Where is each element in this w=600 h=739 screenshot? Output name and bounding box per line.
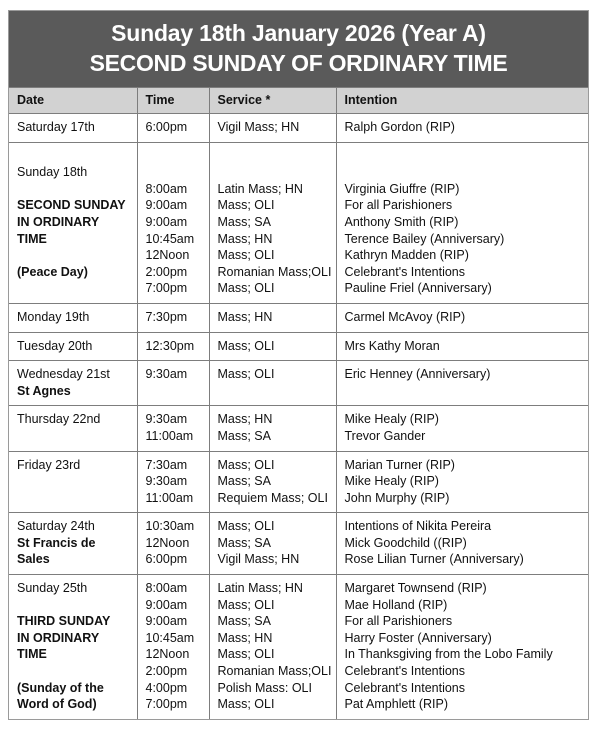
- cell-service-line: Mass; SA: [217, 474, 271, 489]
- cell-date-line: THIRD SUNDAY: [17, 614, 111, 629]
- cell-date-line: [17, 597, 129, 614]
- cell-time: [137, 142, 209, 303]
- cell-date-line: Sunday 25th: [17, 581, 88, 596]
- cell-service-line: Latin Mass; HN: [217, 181, 303, 196]
- cell-time-line: 7:30am: [145, 457, 188, 472]
- cell-date-line: Wednesday 21st: [17, 367, 110, 382]
- cell-service-line: Mass; OLI: [217, 647, 275, 662]
- cell-intention: [336, 361, 588, 406]
- cell-service-line: Vigil Mass; HN: [217, 552, 300, 567]
- cell-time-line: 9:00am: [145, 214, 188, 229]
- cell-service-line: Mass; OLI: [217, 367, 275, 382]
- title-line-primary: Sunday 18th January 2026 (Year A): [111, 20, 486, 46]
- cell-intention: [336, 142, 588, 303]
- cell-time-line: 2:00pm: [145, 264, 188, 279]
- cell-service-line: Mass; OLI: [217, 248, 275, 263]
- cell-date-line: Friday 23rd: [17, 457, 81, 472]
- cell-time: [137, 513, 209, 575]
- column-header-time: Time: [137, 88, 209, 114]
- cell-date-line: [17, 663, 129, 680]
- cell-time-line: 12Noon: [145, 248, 190, 263]
- schedule-table: [9, 87, 588, 719]
- cell-intention-line: Mick Goodchild ((RIP): [344, 535, 467, 550]
- cell-time-line: 12Noon: [145, 535, 190, 550]
- cell-date-line: [17, 148, 129, 165]
- cell-intention-line: Mrs Kathy Moran: [344, 338, 440, 353]
- cell-time-line: 6:00pm: [145, 552, 188, 567]
- cell-time-line: 9:00am: [145, 198, 188, 213]
- cell-date-line: St Agnes: [17, 383, 71, 398]
- cell-service-line: Mass; HN: [217, 309, 273, 324]
- cell-time-line: 11:00am: [145, 490, 194, 505]
- cell-time-line: 9:00am: [145, 597, 188, 612]
- cell-intention: [336, 406, 588, 451]
- title-banner: [9, 11, 588, 87]
- cell-service-line: Mass; OLI: [217, 697, 275, 712]
- cell-intention-line: Trevor Gander: [344, 428, 426, 443]
- cell-intention-line: Mike Healy (RIP): [344, 412, 439, 427]
- cell-intention: [336, 332, 588, 361]
- cell-intention-line: Rose Lilian Turner (Anniversary): [344, 552, 524, 567]
- cell-service: [209, 142, 336, 303]
- cell-service-line: Mass; HN: [217, 412, 273, 427]
- cell-time-line: 8:00am: [145, 181, 188, 196]
- cell-intention-line: Terence Bailey (Anniversary): [344, 231, 505, 246]
- cell-intention-line: Ralph Gordon (RIP): [344, 120, 455, 134]
- cell-intention: [336, 451, 588, 513]
- cell-intention-line: Carmel McAvoy (RIP): [344, 309, 466, 324]
- cell-service-line: [218, 148, 328, 165]
- cell-date-line: Saturday 24th: [17, 519, 95, 534]
- cell-intention-line: John Murphy (RIP): [344, 490, 450, 505]
- cell-intention-line: Anthony Smith (RIP): [344, 214, 459, 229]
- cell-intention-line: Intentions of Nikita Pereira: [344, 519, 492, 534]
- cell-intention-line: For all Parishioners: [344, 198, 453, 213]
- cell-time: [137, 575, 209, 719]
- cell-intention-line: [345, 148, 581, 165]
- cell-intention-line: Celebrant's Intentions: [344, 264, 466, 279]
- cell-intention-line: Mae Holland (RIP): [344, 597, 448, 612]
- cell-intention-line: Mike Healy (RIP): [344, 474, 439, 489]
- cell-date-line: Monday 19th: [17, 309, 90, 324]
- cell-service-line: Polish Mass: OLI: [217, 680, 312, 695]
- cell-service: [209, 361, 336, 406]
- cell-intention-line: Marian Turner (RIP): [344, 457, 455, 472]
- cell-date-line: St Francis de: [17, 535, 96, 550]
- column-header-date: Date: [9, 88, 137, 114]
- cell-service-line: [218, 164, 328, 181]
- cell-service: [209, 513, 336, 575]
- table-row: [9, 114, 588, 143]
- cell-date-line: SECOND SUNDAY: [17, 198, 126, 213]
- cell-service-line: Requiem Mass; OLI: [217, 490, 328, 505]
- cell-time-line: 7:00pm: [145, 281, 188, 296]
- cell-intention-line: Eric Henney (Anniversary): [344, 367, 491, 382]
- cell-date-line: IN ORDINARY: [17, 630, 100, 645]
- cell-time: [137, 361, 209, 406]
- table-row: [9, 451, 588, 513]
- cell-time-line: 6:00pm: [145, 120, 188, 134]
- cell-intention-line: Pat Amphlett (RIP): [344, 697, 449, 712]
- cell-service-line: Mass; OLI: [217, 281, 275, 296]
- cell-service-line: Mass; OLI: [217, 338, 275, 353]
- cell-intention-line: Celebrant's Intentions: [344, 680, 466, 695]
- table-body: [9, 114, 588, 719]
- cell-date: [9, 406, 137, 451]
- cell-time-line: 10:45am: [145, 630, 195, 645]
- cell-time-line: 8:00am: [145, 581, 188, 596]
- cell-time-line: 7:30pm: [145, 309, 188, 324]
- cell-time-line: [146, 164, 201, 181]
- cell-intention-line: Harry Foster (Anniversary): [344, 630, 492, 645]
- cell-date: [9, 332, 137, 361]
- cell-intention-line: In Thanksgiving from the Lobo Family: [344, 647, 553, 662]
- cell-service-line: Mass; OLI: [217, 597, 275, 612]
- cell-time-line: 9:30am: [145, 412, 188, 427]
- cell-service: [209, 332, 336, 361]
- cell-intention-line: Margaret Townsend (RIP): [344, 581, 487, 596]
- cell-service-line: Mass; HN: [217, 630, 273, 645]
- cell-date-line: Tuesday 20th: [17, 338, 93, 353]
- cell-time-line: 10:45am: [145, 231, 195, 246]
- cell-intention-line: [345, 164, 581, 181]
- cell-date-line: Word of God): [17, 697, 97, 712]
- cell-service: [209, 303, 336, 332]
- cell-time-line: 9:30am: [145, 474, 188, 489]
- table-row: [9, 406, 588, 451]
- cell-time-line: 7:00pm: [145, 697, 188, 712]
- cell-date: [9, 361, 137, 406]
- column-header-service: Service *: [209, 88, 336, 114]
- cell-service-line: Mass; OLI: [217, 519, 275, 534]
- cell-service-line: Mass; HN: [217, 231, 273, 246]
- cell-time: [137, 114, 209, 143]
- cell-intention: [336, 575, 588, 719]
- cell-time-line: 9:30am: [145, 367, 188, 382]
- cell-service-line: Mass; OLI: [217, 457, 275, 472]
- column-header-intention: Intention: [336, 88, 588, 114]
- cell-service-line: Latin Mass; HN: [217, 581, 303, 596]
- mass-schedule-sheet: [8, 10, 589, 720]
- cell-date: [9, 575, 137, 719]
- cell-date-line: [17, 247, 129, 264]
- cell-service: [209, 114, 336, 143]
- cell-service-line: Romanian Mass;OLI: [217, 264, 332, 279]
- cell-service-line: Mass; SA: [217, 535, 271, 550]
- cell-date-line: Sales: [17, 552, 50, 567]
- cell-service-line: Vigil Mass; HN: [217, 120, 300, 134]
- cell-time: [137, 332, 209, 361]
- cell-time-line: 10:30am: [145, 519, 195, 534]
- cell-time-line: 11:00am: [145, 428, 194, 443]
- cell-date-line: Thursday 22nd: [17, 412, 101, 427]
- cell-date-line: (Sunday of the: [17, 680, 104, 695]
- cell-service-line: Romanian Mass;OLI: [217, 664, 332, 679]
- table-header-row: [9, 88, 588, 114]
- cell-date: [9, 142, 137, 303]
- cell-time-line: 2:00pm: [145, 664, 188, 679]
- table-row: [9, 303, 588, 332]
- table-row: [9, 142, 588, 303]
- table-row: [9, 575, 588, 719]
- cell-intention-line: Pauline Friel (Anniversary): [344, 281, 492, 296]
- cell-time-line: 4:00pm: [145, 680, 188, 695]
- table-row: [9, 332, 588, 361]
- cell-date-line: TIME: [17, 231, 47, 246]
- cell-date: [9, 451, 137, 513]
- cell-service-line: Mass; OLI: [217, 198, 275, 213]
- cell-date-line: TIME: [17, 647, 47, 662]
- cell-date-line: [17, 181, 129, 198]
- table-row: [9, 513, 588, 575]
- table-row: [9, 361, 588, 406]
- cell-date-line: Sunday 18th: [17, 165, 88, 180]
- cell-time-line: 12Noon: [145, 647, 190, 662]
- cell-time: [137, 303, 209, 332]
- table-head: [9, 88, 588, 114]
- cell-time: [137, 406, 209, 451]
- cell-date: [9, 513, 137, 575]
- cell-time: [137, 451, 209, 513]
- cell-date: [9, 114, 137, 143]
- cell-time-line: [146, 148, 201, 165]
- cell-date-line: IN ORDINARY: [17, 214, 100, 229]
- cell-date-line: (Peace Day): [17, 264, 88, 279]
- cell-intention: [336, 513, 588, 575]
- title-line-secondary: SECOND SUNDAY OF ORDINARY TIME: [89, 50, 508, 76]
- cell-date: [9, 303, 137, 332]
- cell-time-line: 12:30pm: [145, 338, 195, 353]
- cell-intention-line: Celebrant's Intentions: [344, 664, 466, 679]
- cell-intention: [336, 114, 588, 143]
- cell-intention-line: Kathryn Madden (RIP): [344, 248, 469, 263]
- cell-time-line: 9:00am: [145, 614, 188, 629]
- cell-service-line: Mass; SA: [217, 214, 271, 229]
- cell-service-line: Mass; SA: [217, 614, 271, 629]
- cell-service: [209, 451, 336, 513]
- cell-service: [209, 406, 336, 451]
- cell-intention-line: For all Parishioners: [344, 614, 453, 629]
- cell-intention-line: Virginia Giuffre (RIP): [344, 181, 460, 196]
- cell-service-line: Mass; SA: [217, 428, 271, 443]
- cell-date-line: Saturday 17th: [17, 120, 95, 134]
- cell-intention: [336, 303, 588, 332]
- cell-service: [209, 575, 336, 719]
